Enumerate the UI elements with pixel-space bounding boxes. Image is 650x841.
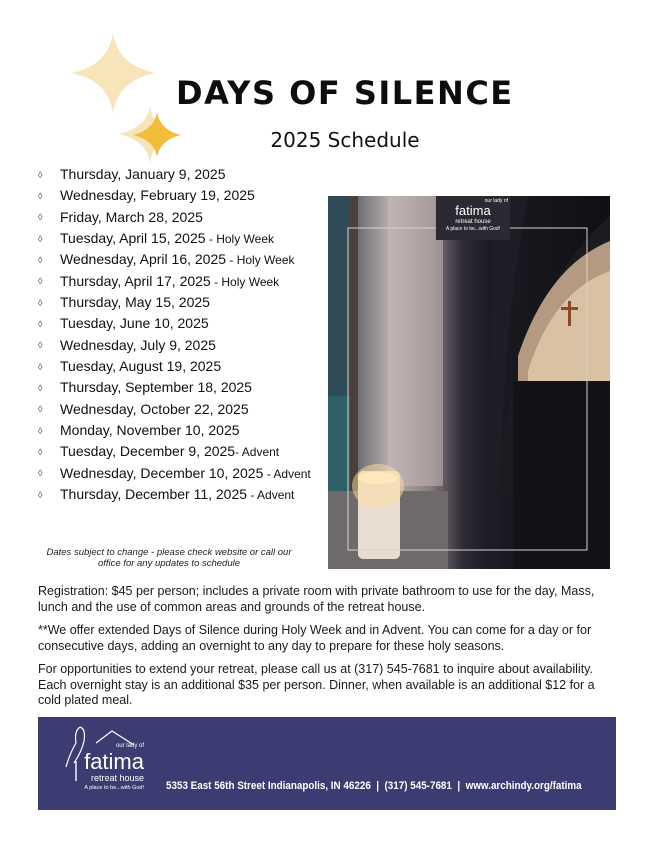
footer-fatima-logo (62, 743, 144, 792)
date-text: Tuesday, December 9, 2025 (60, 443, 236, 460)
date-text: Thursday, May 15, 2025 (60, 294, 210, 311)
photo-fatima-logo (438, 198, 508, 233)
diamond-bullet-icon: ◊ (38, 468, 43, 479)
schedule-date-item (38, 185, 322, 206)
schedule-date-item (38, 463, 322, 484)
date-text: Wednesday, April 16, 2025 (60, 251, 227, 268)
schedule-date-item (38, 356, 322, 377)
diamond-bullet-icon: ◊ (38, 340, 43, 351)
extend-retreat-paragraph: For opportunities to extend your retreat, please call us at (317) 545-7681 to inquire about availability. Each overnight stay is an additional $35 per person. Dinner, when available is an additional $12 for a cold plated meal. (38, 662, 595, 707)
footer-logo-line2: fatima (84, 749, 144, 774)
diamond-bullet-icon: ◊ (38, 361, 43, 372)
diamond-bullet-icon: ◊ (38, 255, 43, 265)
body-paragraphs (38, 584, 618, 717)
diamond-bullet-icon: ◊ (38, 319, 43, 330)
schedule-date-item (38, 399, 322, 420)
footer-logo-tagline: A place to be...with God! (84, 785, 144, 791)
date-text: Thursday, January 9, 2025 (60, 166, 226, 182)
chapel-candle-photo (328, 196, 610, 569)
diamond-bullet-icon: ◊ (38, 190, 43, 201)
schedule-date-item (38, 335, 322, 356)
diamond-bullet-icon: ◊ (38, 447, 43, 458)
date-note: - Advent (247, 488, 295, 503)
date-text: Thursday, September 18, 2025 (60, 379, 252, 396)
diamond-bullet-icon: ◊ (38, 233, 43, 244)
schedule-date-item (38, 271, 322, 292)
date-text: Friday, March 28, 2025 (60, 208, 203, 225)
diamond-bullet-icon: ◊ (38, 276, 43, 287)
schedule-date-item (38, 377, 322, 398)
page-subtitle: 2025 Schedule (270, 128, 420, 152)
extended-days-paragraph: **We offer extended Days of Silence during Holy Week and in Advent. You can come for a day or for consecutive days, adding an overnight to any day to prepare for these holy seasons. (38, 623, 592, 653)
disclaimer-note: Dates subject to change - please check website or call our office for any updates to schedule (46, 547, 292, 569)
date-note: - Holy Week (205, 232, 275, 247)
date-note: - Advent (263, 466, 311, 481)
schedule-date-item (38, 313, 322, 334)
date-text: Thursday, April 17, 2025 (60, 272, 211, 289)
date-note: - Holy Week (226, 253, 295, 268)
date-text: Tuesday, August 19, 2025 (60, 358, 222, 375)
diamond-bullet-icon: ◊ (38, 404, 43, 415)
diamond-bullet-icon: ◊ (38, 383, 43, 394)
footer-logo-line1: our lady of (115, 743, 144, 749)
date-text: Monday, November 10, 2025 (60, 422, 240, 439)
schedule-date-item (38, 420, 322, 441)
photo-logo-line1: our lady of (484, 198, 508, 204)
schedule-date-item (38, 249, 322, 270)
date-text: Wednesday, February 19, 2025 (60, 187, 255, 204)
date-note: - Holy Week (210, 274, 280, 289)
date-text: Thursday, December 11, 2025 (60, 486, 248, 503)
date-text: Tuesday, April 15, 2025 (60, 230, 206, 247)
diamond-bullet-icon: ◊ (38, 212, 43, 223)
footer-contact-info: 5353 East 56th Street Indianapolis, IN 46226 | (317) 545-7681 | www.archindy.org/fatima (166, 780, 582, 792)
footer-banner (38, 717, 616, 810)
schedule-date-item (38, 207, 322, 228)
date-text: Wednesday, December 10, 2025 (60, 464, 264, 481)
registration-paragraph: Registration: $45 per person; includes a private room with private bathroom to use for the day, Mass, lunch and the use of common areas and grounds of the retreat house. (38, 584, 595, 614)
photo-logo-line2: fatima (455, 203, 491, 218)
date-text: Wednesday, July 9, 2025 (60, 336, 216, 353)
diamond-bullet-icon: ◊ (38, 297, 43, 308)
diamond-bullet-icon: ◊ (38, 489, 43, 500)
diamond-bullet-icon: ◊ (38, 169, 43, 180)
schedule-date-item (38, 441, 322, 462)
schedule-date-item (38, 228, 322, 249)
schedule-date-list (38, 164, 322, 506)
footer-logo-line3: retreat house (90, 773, 144, 783)
photo-illustration (328, 196, 610, 569)
photo-logo-tagline: A place to be...with God! (445, 226, 501, 232)
photo-logo-line3: retreat house (455, 219, 491, 225)
schedule-date-item (38, 164, 322, 185)
date-text: Wednesday, October 22, 2025 (60, 400, 249, 417)
page-title: DAYS OF SILENCE (176, 74, 514, 112)
diamond-bullet-icon: ◊ (38, 425, 43, 436)
large-star-icon (71, 33, 156, 113)
schedule-date-item (38, 292, 322, 313)
schedule-date-item (38, 484, 322, 505)
date-note: - Advent (235, 445, 280, 460)
date-text: Tuesday, June 10, 2025 (60, 315, 209, 332)
